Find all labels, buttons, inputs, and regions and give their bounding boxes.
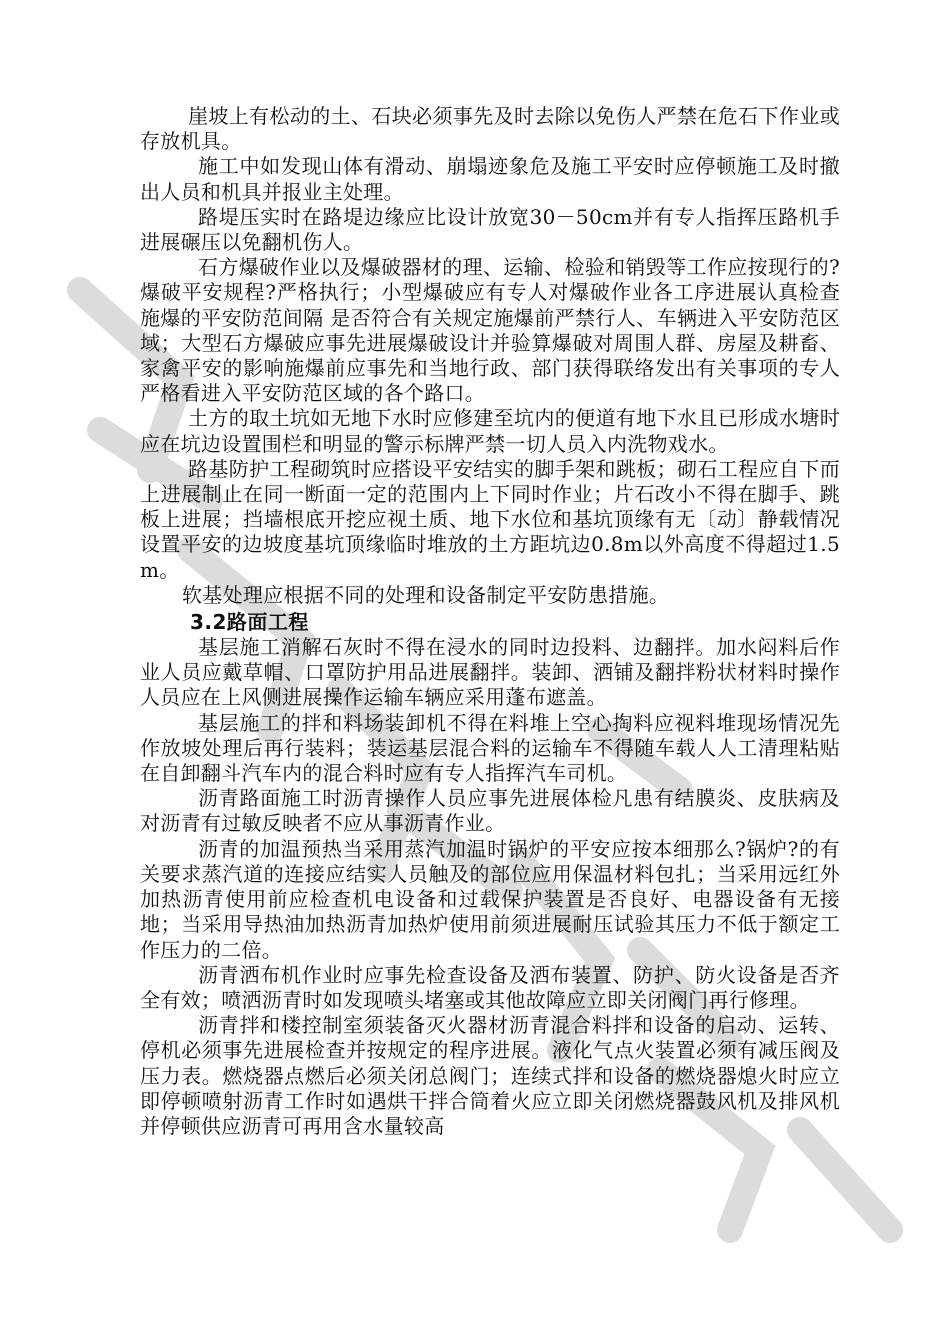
paragraph: 沥青路面施工时沥青操作人员应事先进展体检凡患有结膜炎、皮肤病及对沥青有过敏反映者不应从事沥青作业。	[140, 786, 840, 836]
paragraph: 崖坡上有松动的土、石块必须事先及时去除以免伤人严禁在危石下作业或存放机具。	[140, 104, 840, 154]
paragraph: 土方的取土坑如无地下水时应修建至坑内的便道有地下水且已形成水塘时应在坑边设置围栏和明显的警示标牌严禁一切人员入内洗物戏水。	[140, 406, 840, 456]
paragraph: 沥青拌和楼控制室须装备灭火器材沥青混合料拌和设备的启动、运转、停机必须事先进展检查并按规定的程序进展。液化气点火装置必须有减压阀及压力表。燃烧器点燃后必须关闭总阀门；连续式拌和设备的燃烧器熄火时应立即停顿喷射沥青工作时如遇烘干拌合筒着火应立即关闭燃烧器鼓风机及排风机并停顿供应沥青可再用含水量较高	[140, 1013, 840, 1138]
section-roadbed	[140, 104, 840, 608]
section-heading: 3.2路面工程	[190, 610, 309, 635]
paragraph: 石方爆破作业以及爆破器材的理、运输、检验和销毁等工作应按现行的?爆破平安规程?严格执行；小型爆破应有专人对爆破作业各工序进展认真检查施爆的平安防范间隔 是否符合有关规定施爆前严禁行人、车辆进入平安防范区域；大型石方爆破应事先进展爆破设计并验算爆破对周围人群、房屋及耕畜、家禽平安的影响施爆前应事先和当地行政、部门获得联络发出有关事项的专人严格看进入平安防范区域的各个路口。	[140, 255, 840, 406]
paragraph: 基层施工消解石灰时不得在浸水的同时边投料、边翻拌。加水闷料后作业人员应戴草帽、口罩防护用品进展翻拌。装卸、洒铺及翻拌粉状材料时操作人员应在上风侧进展操作运输车辆应采用蓬布遮盖。	[140, 635, 840, 710]
paragraph: 施工中如发现山体有滑动、崩塌迹象危及施工平安时应停顿施工及时撤出人员和机具并报业主处理。	[140, 154, 840, 204]
paragraph: 软基处理应根据不同的处理和设备制定平安防患措施。	[182, 582, 670, 607]
paragraph: 沥青洒布机作业时应事先检查设备及洒布装置、防护、防火设备是否齐全有效；喷洒沥青时如发现喷头堵塞或其他故障应立即关闭阀门再行修理。	[140, 962, 840, 1012]
document-page	[140, 104, 840, 1139]
paragraph: 路基防护工程砌筑时应搭设平安结实的脚手架和跳板；砌石工程应自下而上进展制止在同一断面一定的范围内上下同时作业；片石改小不得在脚手、跳板上进展；挡墙根底开挖应视土质、地下水位和基坑顶缘有无〔动〕静载情况设置平安的边坡度基坑顶缘临时堆放的土方距坑边0.8m以外高度不得超过1.5m。	[140, 456, 840, 582]
section-pavement	[140, 635, 840, 1139]
paragraph: 沥青的加温预热当采用蒸汽加温时锅炉的平安应按本细那么?锅炉?的有关要求蒸汽道的连接应结实人员触及的部位应用保温材料包扎；当采用远红外加热沥青使用前应检查机电设备和过载保护装置是否良好、电器设备有无接地；当采用导热油加热沥青加热炉使用前须进展耐压试验其压力不低于额定工作压力的二倍。	[140, 836, 840, 962]
paragraph: 路堤压实时在路堤边缘应比设计放宽30－50cm并有专人指挥压路机手进展碾压以免翻机伤人。	[140, 204, 840, 255]
paragraph: 基层施工的拌和料场装卸机不得在料堆上空心掏料应视料堆现场情况先作放坡处理后再行装料；装运基层混合料的运输车不得随车载人人工清理粘贴在自卸翻斗汽车内的混合料时应有专人指挥汽车司机。	[140, 710, 840, 786]
